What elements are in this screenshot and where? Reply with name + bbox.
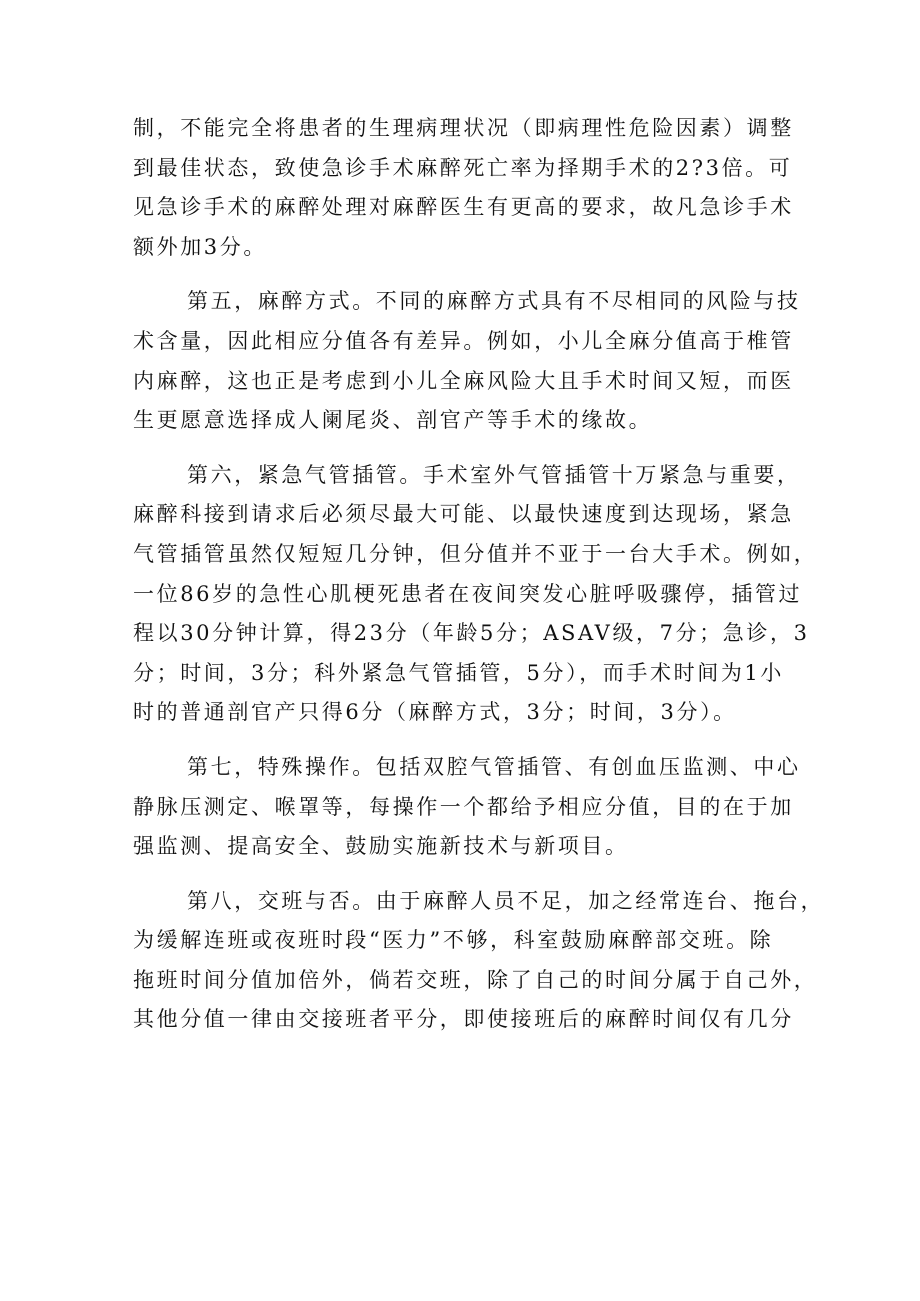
- text-line: 分；时间，3分；科外紧急气管插管，5分），而手术时间为1小: [133, 660, 784, 685]
- text-line: 气管插管虽然仅短短几分钟，但分值并不亚于一台大手术。例如，: [133, 541, 818, 566]
- text-line: 到最佳状态，致使急诊手术麻醉死亡率为择期手术的2?3倍。可: [133, 155, 793, 180]
- text-line: 术含量，因此相应分值各有差异。例如，小儿全麻分值高于椎管: [133, 328, 794, 353]
- text-line: 第八，交班与否。由于麻醉人员不足，加之经常连台、拖台，: [187, 888, 825, 913]
- text-line: 静脉压测定、喉罩等，每操作一个都给予相应分值，目的在于加: [133, 794, 794, 819]
- text-line: 其他分值一律由交接班者平分，即使接班后的麻醉时间仅有几分: [133, 1007, 794, 1032]
- text-line: 第七，特殊操作。包括双腔气管插管、有创血压监测、中心: [187, 754, 801, 779]
- paragraph-sixth: [133, 456, 818, 733]
- body-text: [133, 109, 825, 1040]
- text-line: 第六，紧急气管插管。手术室外气管插管十万紧急与重要，: [187, 462, 801, 487]
- text-line: 见急诊手术的麻醉处理对麻醉医生有更高的要求，故凡急诊手术: [133, 195, 794, 220]
- text-line: 第五，麻醉方式。不同的麻醉方式具有不尽相同的风险与技: [187, 289, 801, 314]
- text-line: 生更愿意选择成人阑尾炎、剖官产等手术的缘故。: [133, 408, 653, 433]
- text-line: 程以30分钟计算，得23分（年龄5分；ASAV级，7分；急诊，3: [133, 621, 810, 646]
- text-line: 麻醉科接到请求后必须尽最大可能、以最快速度到达现场，紧急: [133, 502, 794, 527]
- text-line: 一位86岁的急性心肌梗死患者在夜间突发心脏呼吸骤停，插管过: [133, 581, 803, 606]
- paragraph-continued: [133, 109, 802, 267]
- paragraph-seventh: [133, 748, 802, 867]
- text-line: 额外加3分。: [133, 234, 267, 259]
- text-line: 为缓解连班或夜班时段“医力”不够，科室鼓励麻醉部交班。除: [133, 928, 774, 953]
- text-line: 时的普通剖官产只得6分（麻醉方式，3分；时间，3分）。: [133, 700, 737, 725]
- text-line: 强监测、提高安全、鼓励实施新技术与新项目。: [133, 834, 629, 859]
- paragraph-eighth: [133, 882, 825, 1040]
- text-line: 拖班时间分值加倍外，倘若交班，除了自己的时间分属于自己外，: [133, 967, 818, 992]
- paragraph-fifth: [133, 282, 802, 440]
- text-line: 内麻醉，这也正是考虑到小儿全麻风险大且手术时间又短，而医: [133, 368, 794, 393]
- text-line: 制，不能完全将患者的生理病理状况（即病理性危险因素）调整: [133, 116, 794, 140]
